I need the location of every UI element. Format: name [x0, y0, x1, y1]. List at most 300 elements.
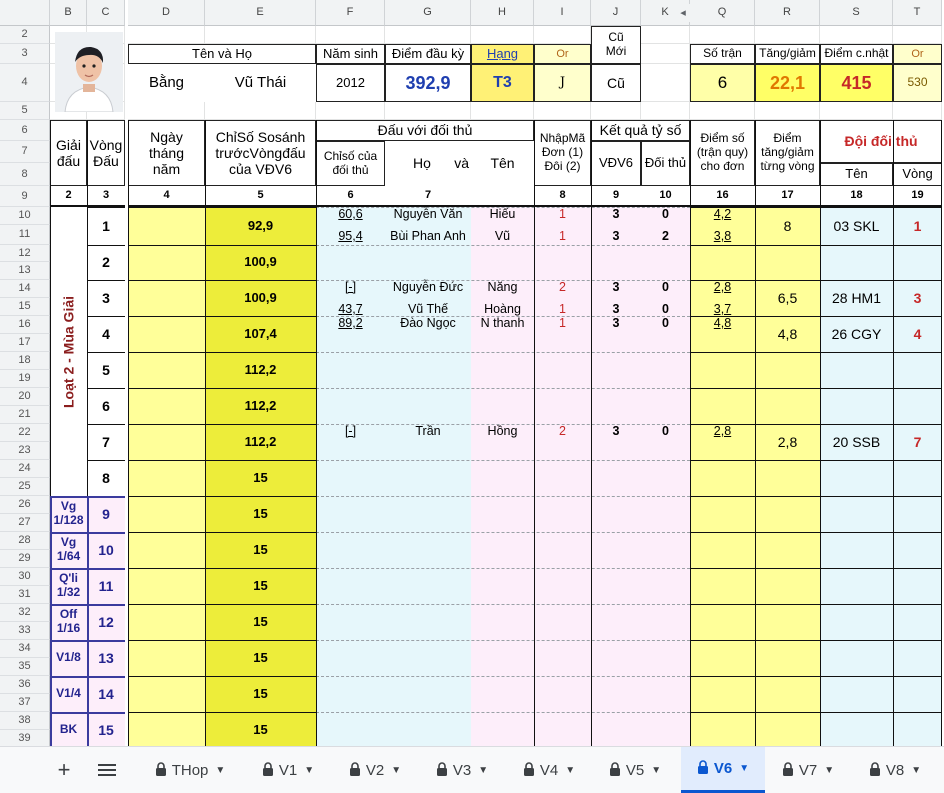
select-all-corner[interactable]	[0, 0, 50, 26]
match-type-code[interactable]: 1	[559, 206, 566, 221]
opp-index-header[interactable]: Chỉsố của đối thủ	[316, 141, 385, 186]
opponent-team-round[interactable]: 7	[913, 433, 922, 450]
vs-opponent-header[interactable]: Đấu với đối thủ	[316, 120, 534, 141]
column-header-f[interactable]: F	[316, 0, 385, 26]
row-header-22[interactable]: 22	[0, 424, 50, 442]
column-header-k[interactable]: K	[641, 0, 690, 26]
match-points-header[interactable]: Điểm số (trận quy) cho đơn	[690, 120, 755, 186]
opponent-score[interactable]: 0	[662, 206, 669, 221]
stage-label[interactable]: Q'li 1/32	[50, 568, 87, 604]
opponent-team-name[interactable]	[820, 640, 893, 676]
opponent-score[interactable]: 2	[662, 228, 669, 243]
match-points[interactable]: 3,8	[713, 228, 732, 243]
grid-cell[interactable]	[316, 26, 385, 44]
match-points[interactable]: 3,7	[713, 301, 732, 316]
row-header-24[interactable]: 24	[0, 460, 50, 478]
round-change-value[interactable]	[755, 712, 820, 746]
opponent-team-name[interactable]: 20 SSB	[832, 433, 881, 450]
column-number[interactable]: 4	[128, 186, 205, 207]
opponent-team-round[interactable]	[893, 496, 942, 532]
opponent-index[interactable]: 89,2	[338, 315, 363, 330]
row-header-20[interactable]: 20	[0, 388, 50, 406]
column-header-g[interactable]: G	[385, 0, 471, 26]
tournament-header[interactable]: Giải đấu	[50, 120, 87, 186]
opponent-team-round[interactable]	[893, 568, 942, 604]
caret-down-icon[interactable]: ▼	[565, 764, 576, 776]
round-change-value[interactable]	[755, 352, 820, 388]
column-header-c[interactable]: C	[87, 0, 125, 26]
compare-index-value[interactable]: 92,9	[205, 207, 316, 245]
given-name-header[interactable]: Tên	[471, 141, 534, 186]
updated-score-label[interactable]: Điểm c.nhật	[820, 44, 893, 64]
match-points[interactable]: 2,8	[713, 423, 732, 438]
opponent-team-name[interactable]	[820, 388, 893, 424]
round-separator	[690, 280, 942, 281]
grid-cell[interactable]	[893, 102, 942, 120]
compare-index-value[interactable]: 15	[205, 496, 316, 532]
opponent-team-name[interactable]	[820, 712, 893, 746]
row-header-30[interactable]: 30	[0, 568, 50, 586]
row-header-26[interactable]: 26	[0, 496, 50, 514]
match-type-code[interactable]: 2	[559, 423, 566, 438]
row-header-39[interactable]: 39	[0, 730, 50, 746]
date-header[interactable]: Ngày tháng năm	[128, 120, 205, 186]
round-change-header[interactable]: Điểm tăng/giảm từng vòng	[755, 120, 820, 186]
row-header-37[interactable]: 37	[0, 694, 50, 712]
opponent-team-round[interactable]	[893, 388, 942, 424]
opponent-given-name[interactable]: Hoàng	[484, 301, 521, 316]
column-number[interactable]: 16	[690, 186, 755, 207]
opponent-team-name[interactable]	[820, 245, 893, 280]
opponent-score[interactable]: 0	[662, 301, 669, 316]
grid-cell[interactable]	[385, 102, 471, 120]
opponent-given-name[interactable]: Hồng	[487, 423, 518, 438]
opponent-given-name[interactable]: Vũ	[494, 228, 511, 243]
column-border-k	[690, 120, 691, 746]
row-header-35[interactable]: 35	[0, 658, 50, 676]
opponent-team-name[interactable]	[820, 532, 893, 568]
round-change-value[interactable]	[755, 245, 820, 280]
row-header-5[interactable]: 5	[0, 102, 50, 120]
team-name-header[interactable]: Tên	[820, 163, 893, 186]
player-score[interactable]: 3	[612, 228, 620, 243]
row-header-38[interactable]: 38	[0, 712, 50, 730]
player-score[interactable]: 3	[612, 423, 620, 438]
opponent-surname[interactable]: Bùi Phan Anh	[390, 228, 466, 243]
start-score-value[interactable]: 392,9	[385, 64, 471, 102]
row-header-6[interactable]: 6	[0, 120, 50, 141]
stage-label[interactable]: Vg 1/64	[50, 532, 87, 568]
sheet-tab-v2[interactable]	[335, 747, 415, 793]
row-header-14[interactable]: 14	[0, 280, 50, 298]
row-header-27[interactable]: 27	[0, 514, 50, 532]
grid-cell[interactable]	[534, 26, 591, 44]
opponent-index[interactable]: [-]	[344, 279, 357, 294]
grid-cell[interactable]	[385, 26, 471, 44]
round-separator	[87, 316, 125, 317]
column-header-t[interactable]: T	[893, 0, 942, 26]
row-header-7[interactable]: 7	[0, 141, 50, 163]
player-score[interactable]: 3	[612, 315, 620, 330]
round-header[interactable]: Vòng Đấu	[87, 120, 125, 186]
or2-value[interactable]: 530	[893, 64, 942, 102]
row-header-28[interactable]: 28	[0, 532, 50, 550]
opponent-team-name[interactable]	[820, 460, 893, 496]
old-new-label[interactable]: Cũ Mới	[591, 26, 641, 64]
caret-down-icon[interactable]: ▼	[651, 764, 662, 776]
row-header-18[interactable]: 18	[0, 352, 50, 370]
player-score[interactable]: 3	[612, 279, 620, 294]
column-number[interactable]: 7	[385, 186, 471, 207]
opponent-team-round[interactable]	[893, 460, 942, 496]
opponent-team-header[interactable]: Đội đối thủ	[820, 120, 942, 163]
column-header-q[interactable]: Q	[690, 0, 755, 26]
round-number[interactable]: 9	[87, 496, 125, 532]
compare-index-value[interactable]: 100,9	[205, 245, 316, 280]
row-header-25[interactable]: 25	[0, 478, 50, 496]
sheet-tab-v6[interactable]	[681, 747, 765, 793]
row-header-17[interactable]: 17	[0, 334, 50, 352]
rank-value[interactable]: T3	[471, 64, 534, 102]
column-number[interactable]: 2	[50, 186, 87, 207]
grid-cell[interactable]	[690, 102, 755, 120]
round-separator	[690, 712, 942, 713]
opponent-team-round[interactable]	[893, 352, 942, 388]
column-number[interactable]: 17	[755, 186, 820, 207]
row-header-21[interactable]: 21	[0, 406, 50, 424]
grid-cell[interactable]	[690, 26, 755, 44]
round-number[interactable]: 1	[87, 207, 125, 245]
column-header-r[interactable]: R	[755, 0, 820, 26]
round-separator-dashed	[316, 352, 690, 353]
round-separator	[87, 388, 125, 389]
opponent-team-name[interactable]	[820, 568, 893, 604]
triangle-left-icon[interactable]: ◂	[676, 4, 690, 22]
column-number[interactable]: 19	[893, 186, 942, 207]
grid-cell[interactable]	[205, 102, 316, 120]
or2-label[interactable]: Or	[893, 44, 942, 64]
grid-cell[interactable]	[534, 102, 591, 120]
result-header[interactable]: Kết quả tỷ số	[591, 120, 690, 141]
tournament-name[interactable]: Loạt 2 - Mùa Giải	[50, 207, 87, 496]
round-change-value[interactable]	[755, 496, 820, 532]
sheet-tab-v8[interactable]	[855, 747, 935, 793]
caret-down-icon[interactable]: ▼	[478, 764, 489, 776]
caret-down-icon[interactable]: ▼	[391, 764, 402, 776]
opponent-team-round[interactable]: 1	[913, 217, 922, 234]
round-change-value[interactable]	[755, 604, 820, 640]
round-number[interactable]: 15	[87, 712, 125, 746]
column-header-h[interactable]: H	[471, 0, 534, 26]
sheet-tab-label: V7	[798, 761, 818, 779]
compare-index-value[interactable]: 107,4	[205, 316, 316, 352]
column-header-b[interactable]: B	[50, 0, 87, 26]
opponent-team-name[interactable]	[820, 604, 893, 640]
start-score-label[interactable]: Điểm đầu kỳ	[385, 44, 471, 64]
opponent-team-round[interactable]	[893, 604, 942, 640]
lock-icon	[697, 760, 709, 777]
grid-cell[interactable]	[128, 102, 205, 120]
surname-header[interactable]: Họ và	[385, 141, 471, 186]
opponent-team-name[interactable]: 26 CGY	[831, 325, 882, 342]
opponent-given-name[interactable]: Hiếu	[489, 206, 516, 221]
compare-index-value[interactable]: 112,2	[205, 352, 316, 388]
row-header-10[interactable]: 10	[0, 207, 50, 225]
round-number[interactable]: 4	[87, 316, 125, 352]
column-header-s[interactable]: S	[820, 0, 893, 26]
row-header-9[interactable]: 9	[0, 186, 50, 207]
row-header-23[interactable]: 23	[0, 442, 50, 460]
opponent-given-name[interactable]: Năng	[487, 279, 518, 294]
name-label[interactable]: Tên và Họ	[128, 44, 316, 64]
compare-index-value[interactable]: 15	[205, 712, 316, 746]
last-name-value[interactable]: Vũ Thái	[205, 64, 316, 102]
opponent-surname[interactable]: Vũ Thế	[407, 301, 449, 316]
opponent-team-round[interactable]	[893, 640, 942, 676]
round-change-value[interactable]	[755, 388, 820, 424]
match-type-code[interactable]: 1	[559, 301, 566, 316]
round-number[interactable]: 5	[87, 352, 125, 388]
compare-index-value[interactable]: 100,9	[205, 280, 316, 316]
caret-down-icon[interactable]: ▼	[215, 764, 226, 776]
grid-cell[interactable]	[755, 102, 820, 120]
row-header-32[interactable]: 32	[0, 604, 50, 622]
round-separator-dashed	[316, 207, 690, 208]
round-number[interactable]: 2	[87, 245, 125, 280]
rank-label[interactable]: Hạng	[471, 44, 534, 64]
row-header-11[interactable]: 11	[0, 225, 50, 245]
round-separator	[128, 316, 316, 317]
round-separator	[87, 280, 125, 281]
opponent-score[interactable]: 0	[662, 423, 669, 438]
round-separator	[690, 496, 942, 497]
player-score[interactable]: 3	[612, 301, 620, 316]
round-separator	[128, 388, 316, 389]
opponent-score[interactable]: 0	[662, 279, 669, 294]
opponent-surname[interactable]: Trần	[415, 423, 441, 438]
opponent-surname[interactable]: Nguyễn Đức	[392, 279, 464, 294]
sheet-tab-label: V4	[539, 761, 559, 779]
row-header-2[interactable]: 2	[0, 26, 50, 44]
change-value[interactable]: 22,1	[755, 64, 820, 102]
round-number[interactable]: 7	[87, 424, 125, 460]
lock-icon	[436, 762, 448, 779]
sheet-tab-v7[interactable]	[768, 747, 848, 793]
opponent-given-name[interactable]: N thanh	[480, 315, 525, 330]
birth-year-value[interactable]: 2012	[316, 64, 385, 102]
matches-label[interactable]: Số trận	[690, 44, 755, 64]
opponent-surname[interactable]: Nguyễn Văn	[393, 206, 463, 221]
column-number[interactable]: 8	[534, 186, 591, 207]
opponent-index[interactable]: 43,7	[338, 301, 363, 316]
first-name-value[interactable]: Bằng	[128, 64, 205, 102]
opponent-score[interactable]: 0	[662, 315, 669, 330]
stage-label[interactable]: Off 1/16	[50, 604, 87, 640]
compare-index-value[interactable]: 15	[205, 640, 316, 676]
round-number[interactable]: 12	[87, 604, 125, 640]
updated-score-value[interactable]: 415	[820, 64, 893, 102]
add-sheet-button[interactable]	[44, 747, 84, 793]
grid-cell[interactable]	[316, 102, 385, 120]
compare-index-value[interactable]: 15	[205, 604, 316, 640]
match-type-code[interactable]: 1	[559, 228, 566, 243]
grid-cell[interactable]	[893, 26, 942, 44]
grid-cell[interactable]	[755, 26, 820, 44]
grid-cell[interactable]	[641, 44, 690, 64]
round-separator	[87, 460, 125, 461]
row-header-15[interactable]: 15	[0, 298, 50, 316]
match-points[interactable]: 4,8	[713, 315, 732, 330]
compare-index-value[interactable]: 112,2	[205, 424, 316, 460]
caret-down-icon[interactable]: ▼	[739, 763, 750, 774]
round-change-value[interactable]	[755, 460, 820, 496]
row-header-36[interactable]: 36	[0, 676, 50, 694]
all-sheets-button[interactable]	[88, 747, 126, 793]
opponent-team-round[interactable]	[893, 532, 942, 568]
sheet-tab-v5[interactable]	[595, 747, 675, 793]
round-number[interactable]: 6	[87, 388, 125, 424]
column-header-i[interactable]: I	[534, 0, 591, 26]
row-header-16[interactable]: 16	[0, 316, 50, 334]
round-change-value[interactable]	[755, 640, 820, 676]
stage-label[interactable]: V1/8	[50, 640, 87, 676]
round-change-value[interactable]: 2,8	[777, 433, 798, 450]
opponent-surname[interactable]: Đào Ngọc	[400, 315, 456, 330]
grid-cell[interactable]	[641, 102, 690, 120]
old-new-value[interactable]: Cũ	[591, 64, 641, 102]
opponent-team-name[interactable]	[820, 496, 893, 532]
round-change-value[interactable]	[755, 532, 820, 568]
round-number[interactable]: 13	[87, 640, 125, 676]
column-number[interactable]: 6	[316, 186, 385, 207]
row-header-34[interactable]: 34	[0, 640, 50, 658]
opponent-team-name[interactable]	[820, 352, 893, 388]
column-number[interactable]: 18	[820, 186, 893, 207]
column-number[interactable]: 9	[591, 186, 641, 207]
grid-cell[interactable]	[641, 26, 690, 44]
matches-value[interactable]: 6	[690, 64, 755, 102]
caret-down-icon[interactable]: ▼	[911, 764, 922, 776]
opponent-team-round[interactable]: 3	[913, 289, 922, 306]
round-number[interactable]: 11	[87, 568, 125, 604]
match-type-code[interactable]: 1	[559, 315, 566, 330]
column-number[interactable]: 10	[641, 186, 690, 207]
opponent-team-round[interactable]: 4	[913, 325, 922, 342]
row-header-31[interactable]: 31	[0, 586, 50, 604]
birth-year-label[interactable]: Năm sinh	[316, 44, 385, 64]
opponent-team-name[interactable]: 03 SKL	[833, 217, 880, 234]
round-change-value[interactable]	[755, 676, 820, 712]
round-number[interactable]: 10	[87, 532, 125, 568]
round-change-value[interactable]: 4,8	[777, 325, 798, 342]
player-score[interactable]: 3	[612, 206, 620, 221]
or-label[interactable]: Or	[534, 44, 591, 64]
column-header-e[interactable]: E	[205, 0, 316, 26]
caret-down-icon[interactable]: ▼	[304, 764, 315, 776]
round-separator-dashed	[316, 640, 690, 641]
row-header-29[interactable]: 29	[0, 550, 50, 568]
grid-cell[interactable]	[471, 26, 534, 44]
column-border-f	[316, 120, 317, 746]
opponent-index[interactable]: [-]	[344, 423, 357, 438]
opponent-index[interactable]: 60,6	[338, 206, 363, 221]
change-label[interactable]: Tăng/giảm	[755, 44, 820, 64]
sheet-tab-v3[interactable]	[422, 747, 502, 793]
compare-index-value[interactable]: 15	[205, 532, 316, 568]
column-fill-d	[128, 207, 205, 746]
match-type-code[interactable]: 2	[559, 279, 566, 294]
opponent-team-round[interactable]	[893, 676, 942, 712]
caret-down-icon[interactable]: ▼	[824, 764, 835, 776]
stage-label[interactable]: BK	[50, 712, 87, 746]
row-header-4[interactable]: 4	[0, 64, 50, 102]
input-code-header[interactable]: NhậpMã Đơn (1) Đôi (2)	[534, 120, 591, 186]
vdv6-score-header[interactable]: VĐV6	[591, 141, 641, 186]
sheet-tab-v4[interactable]	[509, 747, 589, 793]
column-header-j[interactable]: J	[591, 0, 641, 26]
match-points[interactable]: 2,8	[713, 279, 732, 294]
grid-cell[interactable]	[128, 26, 205, 44]
round-change-value[interactable]: 8	[783, 217, 792, 234]
stage-border-right	[87, 496, 89, 746]
compare-index-value[interactable]: 15	[205, 460, 316, 496]
stage-label[interactable]: Vg 1/128	[50, 496, 87, 532]
sheet-tab-thop[interactable]	[140, 747, 240, 793]
round-separator-dashed	[316, 316, 690, 317]
column-number[interactable]: 3	[87, 186, 125, 207]
round-separator	[128, 640, 316, 641]
row-header-8[interactable]: 8	[0, 163, 50, 186]
compare-index-value[interactable]: 15	[205, 568, 316, 604]
grid-cell[interactable]	[471, 102, 534, 120]
opponent-team-name[interactable]: 28 HM1	[831, 289, 882, 306]
match-points[interactable]: 4,2	[713, 206, 732, 221]
round-number[interactable]: 3	[87, 280, 125, 316]
column-number[interactable]: 5	[205, 186, 316, 207]
row-header-33[interactable]: 33	[0, 622, 50, 640]
round-separator-dashed	[316, 532, 690, 533]
opponent-team-round[interactable]	[893, 712, 942, 746]
row-header-13[interactable]: 13	[0, 262, 50, 280]
grid-cell[interactable]	[205, 26, 316, 44]
round-change-value[interactable]	[755, 568, 820, 604]
round-separator	[690, 460, 942, 461]
round-change-value[interactable]: 6,5	[777, 289, 798, 306]
sheet-tab-v1[interactable]	[248, 747, 328, 793]
compare-index-value[interactable]: 112,2	[205, 388, 316, 424]
grid-cell[interactable]	[820, 26, 893, 44]
team-round-header[interactable]: Vòng	[893, 163, 942, 186]
round-number[interactable]: 8	[87, 460, 125, 496]
or-value[interactable]: J	[534, 64, 591, 102]
opponent-index[interactable]: 95,4	[338, 228, 363, 243]
column-header-d[interactable]: D	[128, 0, 205, 26]
opponent-team-round[interactable]	[893, 245, 942, 280]
compare-index-value[interactable]: 15	[205, 676, 316, 712]
stage-label[interactable]: V1/4	[50, 676, 87, 712]
row-header-12[interactable]: 12	[0, 245, 50, 262]
column-number-blank[interactable]	[471, 186, 534, 207]
opponent-team-name[interactable]	[820, 676, 893, 712]
grid-cell[interactable]	[641, 64, 690, 102]
opponent-score-header[interactable]: Đối thủ	[641, 141, 690, 186]
row-header-3[interactable]: 3	[0, 44, 50, 64]
compare-index-header[interactable]: ChỉSố Sosánh trướcVòngđấu của VĐV6	[205, 120, 316, 186]
grid-cell[interactable]	[591, 102, 641, 120]
round-number[interactable]: 14	[87, 676, 125, 712]
grid-cell[interactable]	[820, 102, 893, 120]
row-header-19[interactable]: 19	[0, 370, 50, 388]
